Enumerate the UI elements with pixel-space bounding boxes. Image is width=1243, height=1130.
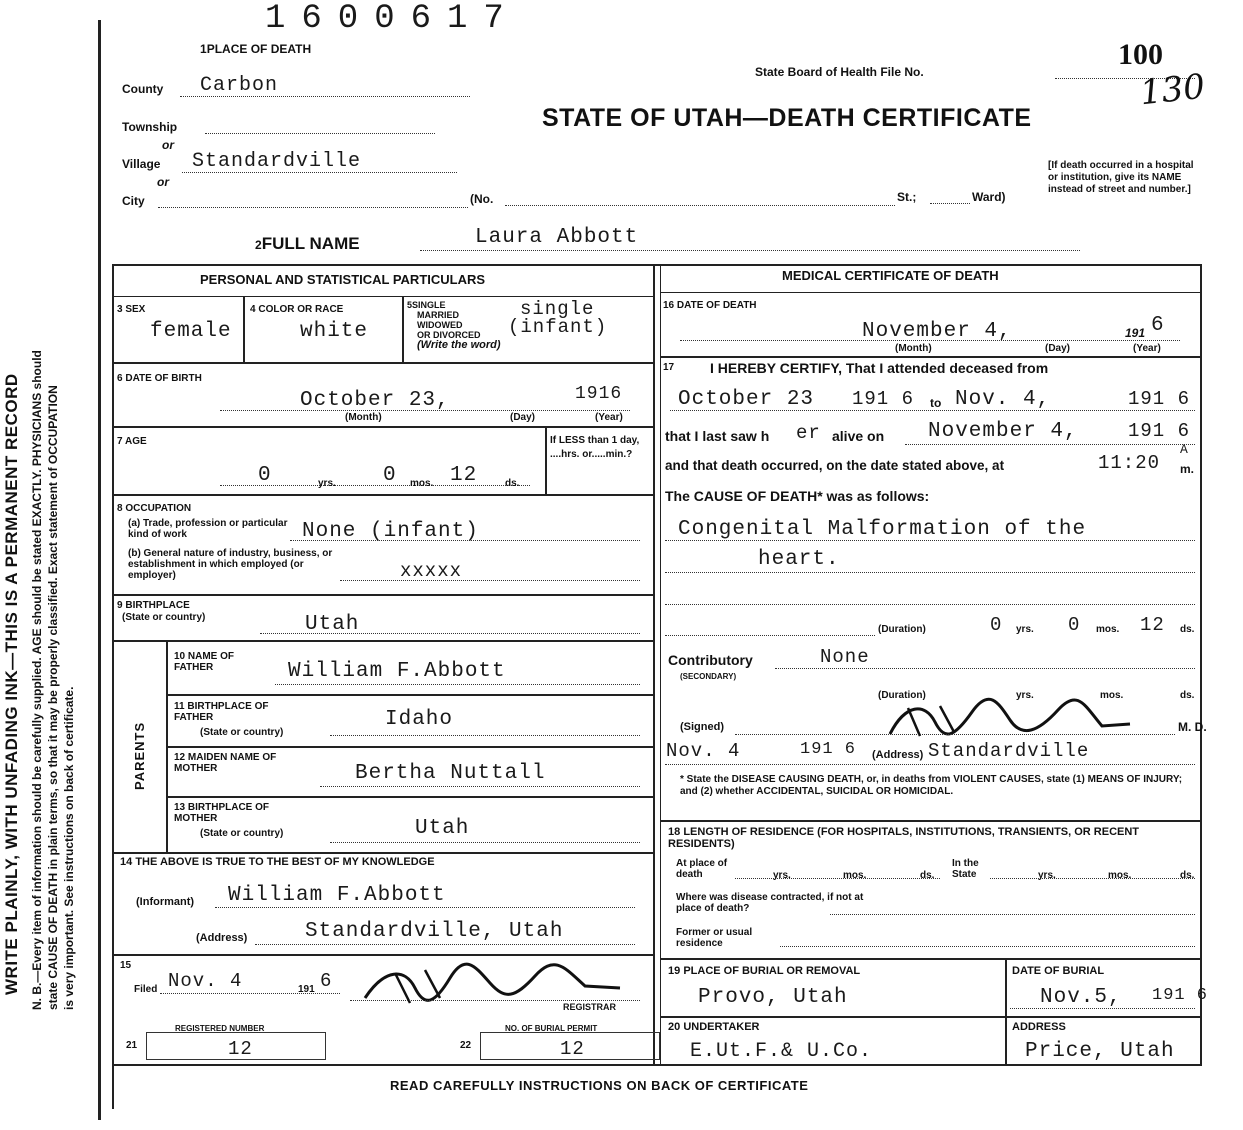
color-label: COLOR OR RACE	[258, 304, 344, 315]
full-name-label: FULL NAME	[261, 234, 360, 253]
burial-date-label: DATE OF BURIAL	[1012, 965, 1105, 977]
day-caption: (Day)	[510, 412, 536, 423]
sex-value: female	[150, 320, 232, 343]
row-line	[660, 1016, 1201, 1018]
mos-caption: mos.	[1096, 624, 1120, 635]
color-value: white	[300, 320, 369, 343]
mother-bp-line	[330, 842, 640, 843]
field-number: 20	[668, 1021, 681, 1033]
row-line	[112, 362, 654, 364]
residence-heading	[668, 826, 1198, 850]
m-label: m.	[1180, 462, 1195, 476]
filed-year-prefix: 191	[298, 984, 315, 995]
mos-caption: mos.	[1100, 690, 1124, 701]
field-number: 4	[250, 304, 256, 315]
undertaker-address-value: Price, Utah	[1025, 1040, 1175, 1063]
residence-former-line	[780, 946, 1195, 947]
month-caption: (Month)	[895, 343, 932, 354]
father-name-heading	[174, 651, 274, 673]
year-caption: (Year)	[1133, 343, 1161, 354]
street-no-label: (No.	[470, 192, 494, 206]
color-divider	[402, 296, 404, 362]
age-heading	[117, 436, 147, 447]
personal-section-title: PERSONAL AND STATISTICAL PARTICULARS	[200, 272, 486, 287]
filed-date: Nov. 4	[168, 970, 243, 992]
mother-bp-value: Utah	[415, 817, 470, 840]
row-line	[112, 426, 654, 428]
informant-address-label: (Address)	[196, 932, 248, 944]
father-bp-heading	[174, 701, 304, 723]
margin-warning-text: WRITE PLAINLY, WITH UNFADING INK—THIS IS A PERMANENT RECORD	[2, 373, 21, 995]
secondary-label: (SECONDARY)	[680, 672, 737, 681]
attended-to: Nov. 4,	[955, 388, 1051, 411]
village-label: Village	[122, 157, 161, 171]
signed-label: (Signed)	[680, 721, 724, 733]
margin-rule	[98, 20, 101, 1120]
row-line	[112, 494, 654, 496]
residence-contracted: Where was disease contracted, if not at place of death?	[676, 892, 864, 914]
burial-place-heading	[668, 966, 860, 977]
marital-label: MARRIED	[417, 310, 459, 320]
mother-name-value: Bertha Nuttall	[355, 762, 546, 785]
death-occurred-text: and that death occurred, on the date stated above, at	[665, 458, 1005, 473]
or-label-2: or	[157, 175, 169, 189]
field-number: 1	[200, 42, 207, 56]
footer-instructions: READ CAREFULLY INSTRUCTIONS ON BACK OF CERTIFICATE	[390, 1078, 809, 1093]
ds-caption: ds.	[1180, 690, 1195, 701]
cause-footnote: * State the DISEASE CAUSING DEATH, or, in deaths from VIOLENT CAUSES, state (1) MEANS OF INJURY; and (2) whether ACCIDENTAL, SUICIDAL OR HOMICIDAL.	[680, 774, 1183, 797]
field-number: 15	[120, 960, 132, 971]
mos-caption: mos.	[1108, 870, 1132, 881]
occupation-label: OCCUPATION	[125, 503, 192, 514]
duration-ds: 12	[1140, 614, 1165, 636]
occupation-a-label: (a) Trade, profession or particular kind of work	[128, 518, 288, 540]
father-bp-sub: (State or country)	[200, 727, 284, 738]
year-caption: (Year)	[595, 412, 623, 423]
marital-note: (Write the word)	[417, 339, 501, 351]
mother-bp-label: BIRTHPLACE OF MOTHER	[174, 802, 270, 824]
file-number: 100	[1118, 38, 1163, 71]
informant-address-value: Standardville, Utah	[305, 920, 564, 943]
month-caption: (Month)	[345, 412, 382, 423]
field-number: 12	[174, 752, 186, 763]
yrs-caption: yrs.	[1038, 870, 1056, 881]
mother-name-heading	[174, 752, 304, 774]
occupation-b-line	[340, 580, 640, 581]
marital-labels	[407, 300, 501, 350]
margin-note-line3: is very important. See instructions on back of certificate.	[62, 686, 76, 1010]
row-line	[660, 292, 1201, 293]
age-label: AGE	[124, 436, 147, 447]
mother-name-label: MAIDEN NAME OF MOTHER	[174, 752, 277, 774]
last-saw-line	[905, 444, 1195, 445]
ds-caption: ds.	[1180, 870, 1195, 881]
margin-note-line1: N. B.—Every item of information should be carefully supplied. AGE should be stated EXACTLY. PHYSICIANS should	[30, 350, 44, 1010]
field-number: 10	[174, 651, 186, 662]
street-label: St.;	[897, 190, 917, 204]
filed-label: Filed	[134, 984, 158, 995]
dob-label: DATE OF BIRTH	[125, 373, 202, 384]
county-label: County	[122, 82, 164, 96]
row-line	[660, 958, 1201, 960]
city-line	[158, 207, 468, 208]
residence-former: Former or usual residence	[676, 927, 753, 949]
village-value: Standardville	[192, 150, 362, 173]
medical-section-title: MEDICAL CERTIFICATE OF DEATH	[782, 268, 999, 283]
grid-right	[1200, 264, 1202, 1064]
field-number: 18	[668, 826, 681, 838]
burial-year: 191 6	[1152, 986, 1209, 1005]
less-than-note: If LESS than 1 day, ....hrs. or.....min.?	[550, 435, 640, 460]
yrs-caption: yrs.	[773, 870, 791, 881]
marital-label: OR DIVORCED	[417, 330, 481, 340]
undertaker-address-label: ADDRESS	[1012, 1021, 1066, 1033]
death-date-label: DATE OF DEATH	[676, 300, 757, 311]
certify-text: I HEREBY CERTIFY, That I attended deceased from	[710, 360, 1049, 376]
occupation-a-value: None (infant)	[302, 520, 479, 543]
father-name-label: NAME OF FATHER	[174, 651, 235, 673]
row-line	[168, 746, 654, 748]
md-label: M. D.	[1178, 720, 1207, 734]
birthplace-heading	[117, 600, 190, 611]
contributory-value: None	[820, 646, 870, 668]
duration-line	[665, 635, 875, 636]
ds-caption: ds.	[1180, 624, 1195, 635]
father-name-line	[275, 684, 640, 685]
field-number: 2	[255, 238, 262, 252]
row-line	[112, 594, 654, 596]
field-number: 11	[174, 701, 185, 712]
birthplace-value: Utah	[305, 613, 360, 636]
last-saw-date: November 4,	[928, 420, 1078, 443]
file-number-handwritten: 130	[1138, 66, 1207, 114]
grid-left	[112, 264, 114, 1109]
place-of-death-label: PLACE OF DEATH	[206, 42, 312, 56]
registrar-label: REGISTRAR	[563, 1002, 617, 1012]
marital-value: single	[520, 298, 595, 320]
parents-divider	[166, 640, 168, 852]
signed-line	[735, 734, 1175, 735]
marital-value-2: (infant)	[508, 316, 608, 338]
signed-date: Nov. 4	[666, 740, 741, 762]
reg-number-label: REGISTERED NUMBER	[175, 1024, 265, 1033]
burial-place-value: Provo, Utah	[698, 986, 848, 1009]
marital-label: WIDOWED	[417, 320, 463, 330]
age-years: 0	[258, 464, 272, 487]
cause-line-2	[665, 572, 1195, 573]
ds-caption: ds.	[920, 870, 935, 881]
informant-address-line	[255, 944, 635, 945]
occupation-heading	[117, 503, 191, 514]
color-heading	[250, 304, 343, 315]
cause-line-3	[665, 604, 1195, 605]
ds-caption: ds.	[505, 478, 520, 489]
duration-label-2: (Duration)	[878, 690, 926, 701]
cause-line1: Congenital Malformation of the	[678, 518, 1087, 541]
sex-label: SEX	[125, 304, 146, 315]
full-name-value: Laura Abbott	[475, 226, 639, 249]
city-label: City	[122, 194, 145, 208]
field-number: 8	[117, 503, 123, 514]
ward-label: Ward)	[972, 190, 1006, 204]
or-label: or	[162, 138, 174, 152]
dob-heading	[117, 373, 202, 384]
row-line	[112, 852, 654, 854]
day-caption: (Day)	[1045, 343, 1071, 354]
row-line	[168, 796, 654, 798]
father-bp-value: Idaho	[385, 708, 454, 731]
residence-contracted-line	[830, 914, 1195, 915]
attended-from: October 23	[678, 388, 815, 411]
duration-label: (Duration)	[878, 624, 926, 635]
row-line	[168, 694, 654, 696]
birthplace-sub: (State or country)	[122, 612, 206, 623]
county-value: Carbon	[200, 74, 279, 97]
field-number: 13	[174, 802, 186, 813]
residence-at-place: At place of death	[676, 858, 728, 880]
cause-line2: heart.	[758, 548, 840, 571]
undertaker-label: UNDERTAKER	[683, 1021, 760, 1033]
certificate-title: STATE OF UTAH—DEATH CERTIFICATE	[542, 104, 1032, 132]
yrs-caption: yrs.	[1016, 690, 1034, 701]
township-label: Township	[122, 120, 178, 134]
contributory-line	[775, 668, 1195, 669]
place-of-death-heading	[200, 42, 311, 56]
burial-divider	[1005, 958, 1007, 1064]
full-name-line	[420, 250, 1080, 251]
residence-place-line	[735, 878, 940, 879]
institution-note: [If death occurred in a hospital or institution, give its NAME instead of street and number.]	[1048, 160, 1194, 195]
mother-name-line	[320, 786, 640, 787]
registrar-line	[350, 1000, 640, 1001]
signed-year: 191 6	[800, 740, 857, 759]
occupation-b-value: xxxxx	[400, 560, 463, 582]
informant-value: William F.Abbott	[228, 884, 446, 907]
margin-note-line2: state CAUSE OF DEATH in plain terms, so that it may be properly classified. Exact statement of OCCUPATION	[46, 385, 60, 1010]
informant-heading	[120, 857, 435, 868]
undertaker-heading	[668, 1022, 760, 1033]
ward-line	[930, 203, 970, 204]
field-number: 6	[117, 373, 123, 384]
field-number: 7	[117, 436, 123, 447]
grid-middle	[653, 264, 655, 1064]
mother-bp-sub: (State or country)	[200, 828, 284, 839]
field-number: 16	[663, 300, 675, 311]
death-date-value: November 4,	[862, 320, 1012, 343]
physician-signature	[880, 696, 1140, 744]
parents-side-label: PARENTS	[132, 721, 147, 790]
informant-line	[215, 907, 635, 908]
alive-on-label: alive on	[832, 428, 885, 444]
marital-label: SINGLE	[412, 300, 446, 310]
row-line	[112, 640, 654, 642]
physician-address-label: (Address)	[872, 749, 924, 761]
mother-bp-heading	[174, 802, 304, 824]
father-bp-label: BIRTHPLACE OF FATHER	[174, 701, 269, 723]
occupation-b-label: (b) General nature of industry, business, or establishment in which employed (or employer)	[128, 548, 333, 581]
last-saw-fill: er	[796, 422, 821, 444]
field-number: 22	[460, 1040, 472, 1051]
father-bp-line	[330, 735, 640, 736]
dob-value: October 23,	[300, 389, 450, 412]
duration-yrs: 0	[990, 614, 1003, 636]
death-date-heading	[663, 300, 757, 311]
sex-heading	[117, 304, 145, 315]
physician-address: Standardville	[928, 740, 1090, 762]
duration-mos: 0	[1068, 614, 1081, 636]
grid-bottom	[112, 1064, 1202, 1066]
dob-year: 1916	[575, 384, 623, 404]
field-number: 17	[663, 362, 675, 373]
field-number: 21	[126, 1040, 138, 1051]
filed-year-digit: 6	[320, 970, 333, 992]
board-file-label: State Board of Health File No.	[755, 65, 924, 79]
last-saw-text: that I last saw h	[665, 428, 770, 444]
field-number: 9	[117, 600, 123, 611]
row-line	[112, 296, 654, 297]
cause-label: The CAUSE OF DEATH* was as follows:	[665, 488, 930, 504]
grid-middle-2	[660, 264, 661, 1064]
birthplace-label: BIRTHPLACE	[125, 600, 190, 611]
permit-value: 12	[560, 1038, 585, 1060]
signed-date-line	[665, 764, 1195, 765]
mos-caption: mos.	[843, 870, 867, 881]
mos-caption: mos.	[410, 478, 434, 489]
burial-date-value: Nov.5,	[1040, 986, 1122, 1009]
to-label: to	[930, 396, 942, 410]
undertaker-value: E.Ut.F.& U.Co.	[690, 1040, 873, 1063]
death-year-digit: 6	[1151, 314, 1165, 337]
last-saw-year: 191 6	[1128, 420, 1191, 442]
death-time: 11:20	[1098, 452, 1161, 474]
residence-state-line	[990, 878, 1195, 879]
residence-label: LENGTH OF RESIDENCE (FOR HOSPITALS, INSTITUTIONS, TRANSIENTS, OR RECENT RESIDENTS)	[668, 826, 1140, 850]
sex-divider	[243, 296, 245, 362]
permit-label: NO. OF BURIAL PERMIT	[505, 1024, 598, 1033]
row-line	[660, 820, 1201, 822]
attended-to-year: 191 6	[1128, 388, 1191, 410]
reg-number-value: 12	[228, 1038, 253, 1060]
death-year-prefix: 191	[1125, 326, 1146, 340]
contributory-label: Contributory	[668, 652, 753, 668]
field-number: 19	[668, 965, 681, 977]
age-months: 0	[383, 464, 397, 487]
grid-top	[112, 264, 1202, 266]
field-number: 3	[117, 304, 123, 315]
attended-from-year: 191 6	[852, 388, 915, 410]
street-line	[505, 205, 895, 206]
informant-declaration: THE ABOVE IS TRUE TO THE BEST OF MY KNOWLEDGE	[135, 856, 435, 868]
yrs-caption: yrs.	[318, 478, 336, 489]
row-line	[660, 356, 1201, 358]
residence-in-state: In the State	[952, 858, 979, 880]
field-number: 5	[407, 300, 413, 310]
am-mark: A	[1180, 442, 1189, 457]
burial-place-label: PLACE OF BURIAL OR REMOVAL	[683, 965, 861, 977]
father-name-value: William F.Abbott	[288, 660, 506, 683]
field-number: 14	[120, 856, 133, 868]
yrs-caption: yrs.	[1016, 624, 1034, 635]
full-name-heading	[255, 234, 360, 254]
age-divider	[545, 426, 547, 494]
age-days: 12	[450, 464, 478, 487]
township-line	[205, 133, 435, 134]
certificate-number: 1600617	[265, 0, 520, 38]
informant-label: (Informant)	[136, 896, 195, 908]
row-line	[112, 954, 654, 956]
